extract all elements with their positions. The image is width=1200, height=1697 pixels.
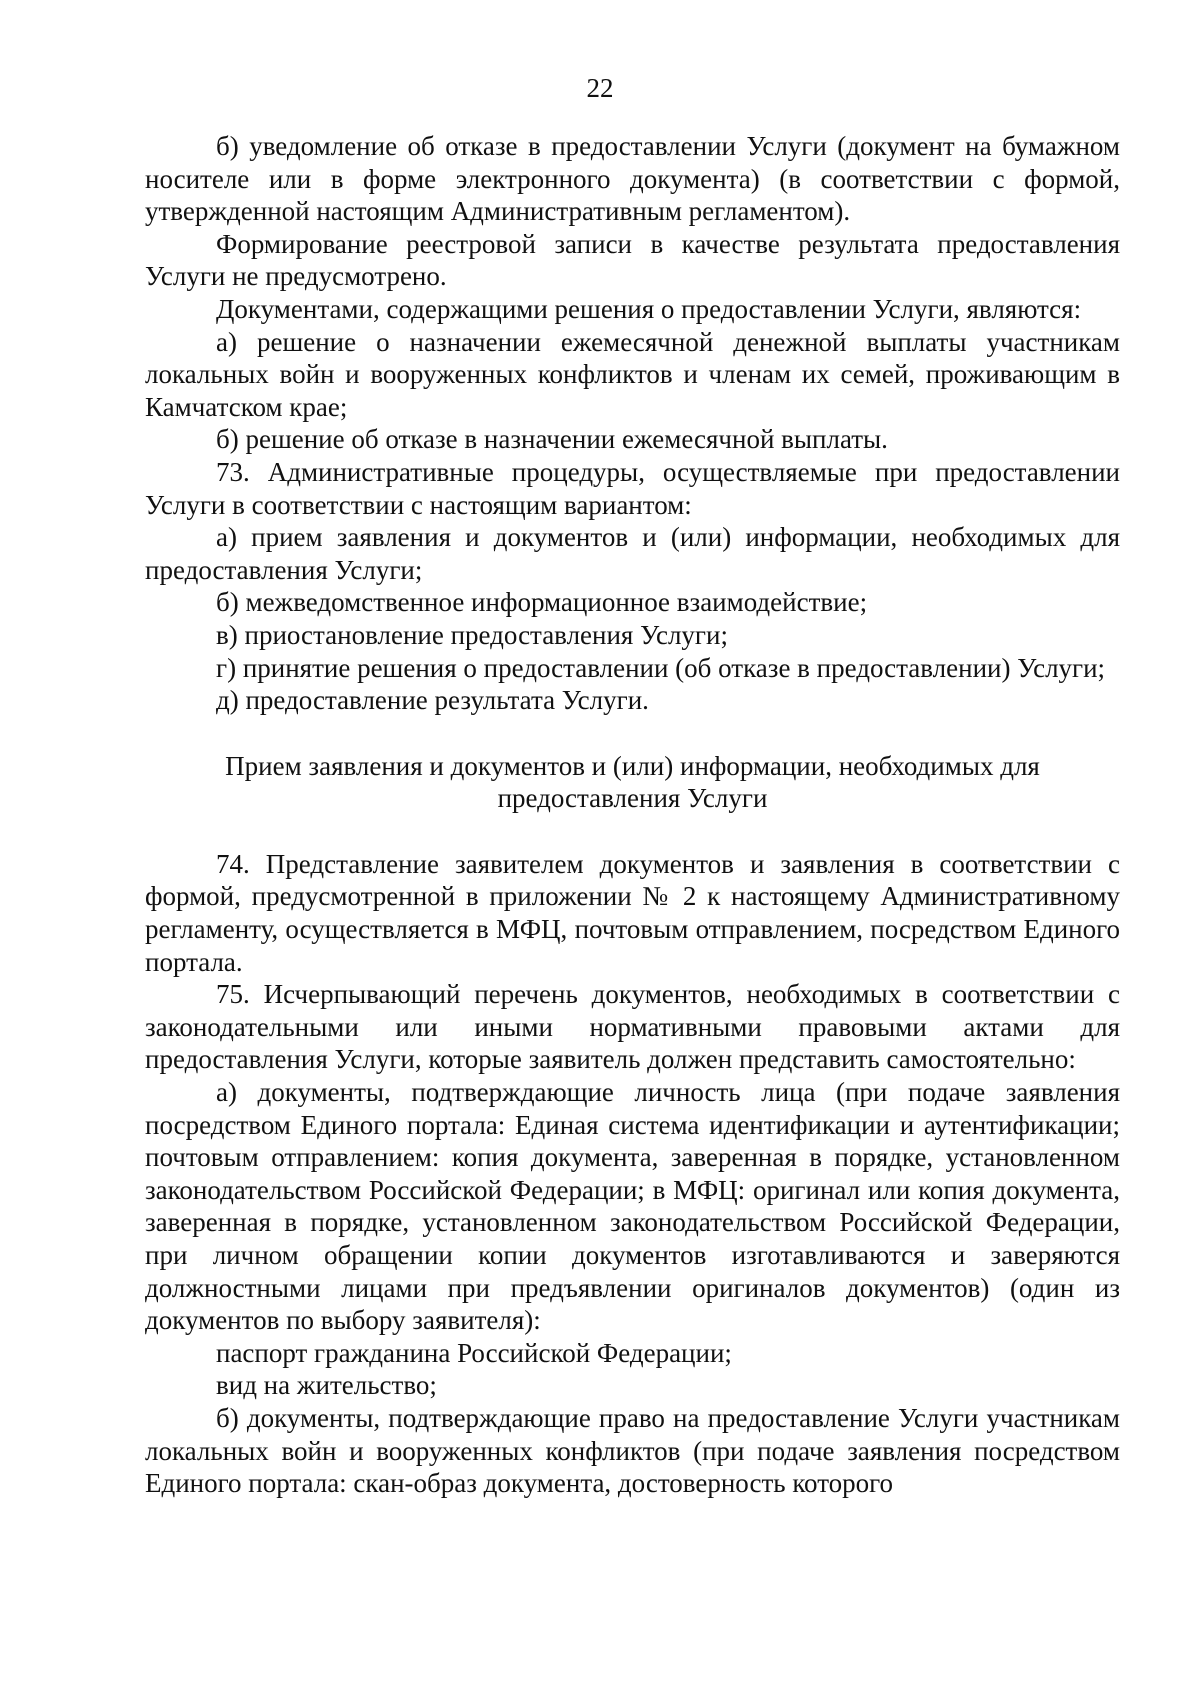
paragraph-clause-74: 74. Представление заявителем документов и заявления в соответствии с формой, предусмотренной в приложении № 2 к настоящему Административному регламенту, осуществляется в МФЦ, почтовым отправлением, посредством Единого портала.	[145, 848, 1120, 977]
list-item-identity-documents: а) документы, подтверждающие личность лица (при подаче заявления посредством Единого портала: Единая система идентификации и аутентификации; почтовым отправлением: копия документа, заверенная в порядке, установленном законодательством Российской Федерации; в МФЦ: оригинал или копия документа, заверенная в порядке, установленном законодательством Российской Федерации, при личном обращении копии документов изготавливаются и заверяются должностными лицами при предъявлении оригиналов документов) (один из документов по выбору заявителя):	[145, 1077, 1120, 1336]
list-item-passport: паспорт гражданина Российской Федерации;	[216, 1337, 732, 1368]
list-item-procedure-b: б) межведомственное информационное взаимодействие;	[216, 587, 868, 618]
list-item-procedure-a: а) прием заявления и документов и (или) информации, необходимых для предоставления Услуги;	[145, 522, 1120, 585]
paragraph-clause-75: 75. Исчерпывающий перечень документов, необходимых в соответствии с законодательными или иными нормативными правовыми актами для предоставления Услуги, которые заявитель должен представить самостоятельно:	[145, 979, 1120, 1075]
page-number: 22	[586, 73, 614, 103]
section-heading	[145, 750, 1120, 815]
list-item-procedure-v: в) приостановление предоставления Услуги;	[216, 619, 728, 650]
section-heading-line-2: предоставления Услуги	[497, 783, 768, 814]
list-item-procedure-d: д) предоставление результата Услуги.	[216, 685, 649, 716]
paragraph-clause-73: 73. Административные процедуры, осуществляемые при предоставлении Услуги в соответствии с настоящим вариантом:	[145, 456, 1120, 520]
paragraph-registry-record: Формирование реестровой записи в качестве результата предоставления Услуги не предусмотрено.	[145, 228, 1120, 292]
document-body	[145, 130, 1120, 1500]
section-heading-line-1: Прием заявления и документов и (или) информации, необходимых для	[225, 750, 1040, 781]
list-item-entitlement-documents: б) документы, подтверждающие право на предоставление Услуги участникам локальных войн и вооруженных конфликтов (при подаче заявления посредством Единого портала: скан-образ документа, достоверность которого	[145, 1402, 1120, 1499]
paragraph-notice-of-refusal: б) уведомление об отказе в предоставлении Услуги (документ на бумажном носителе или в форме электронного документа) (в соответствии с формой, утвержденной настоящим Административным регламентом).	[145, 131, 1120, 227]
list-item-residence-permit: вид на жительство;	[216, 1370, 437, 1401]
list-item-procedure-g: г) принятие решения о предоставлении (об отказе в предоставлении) Услуги;	[216, 652, 1106, 683]
list-item-decision-refusal: б) решение об отказе в назначении ежемесячной выплаты.	[216, 424, 888, 455]
list-item-decision-grant: а) решение о назначении ежемесячной денежной выплаты участникам локальных войн и вооруженных конфликтов и членам их семей, проживающим в Камчатском крае;	[145, 326, 1120, 422]
paragraph-decision-documents: Документами, содержащими решения о предоставлении Услуги, являются:	[216, 293, 1082, 324]
